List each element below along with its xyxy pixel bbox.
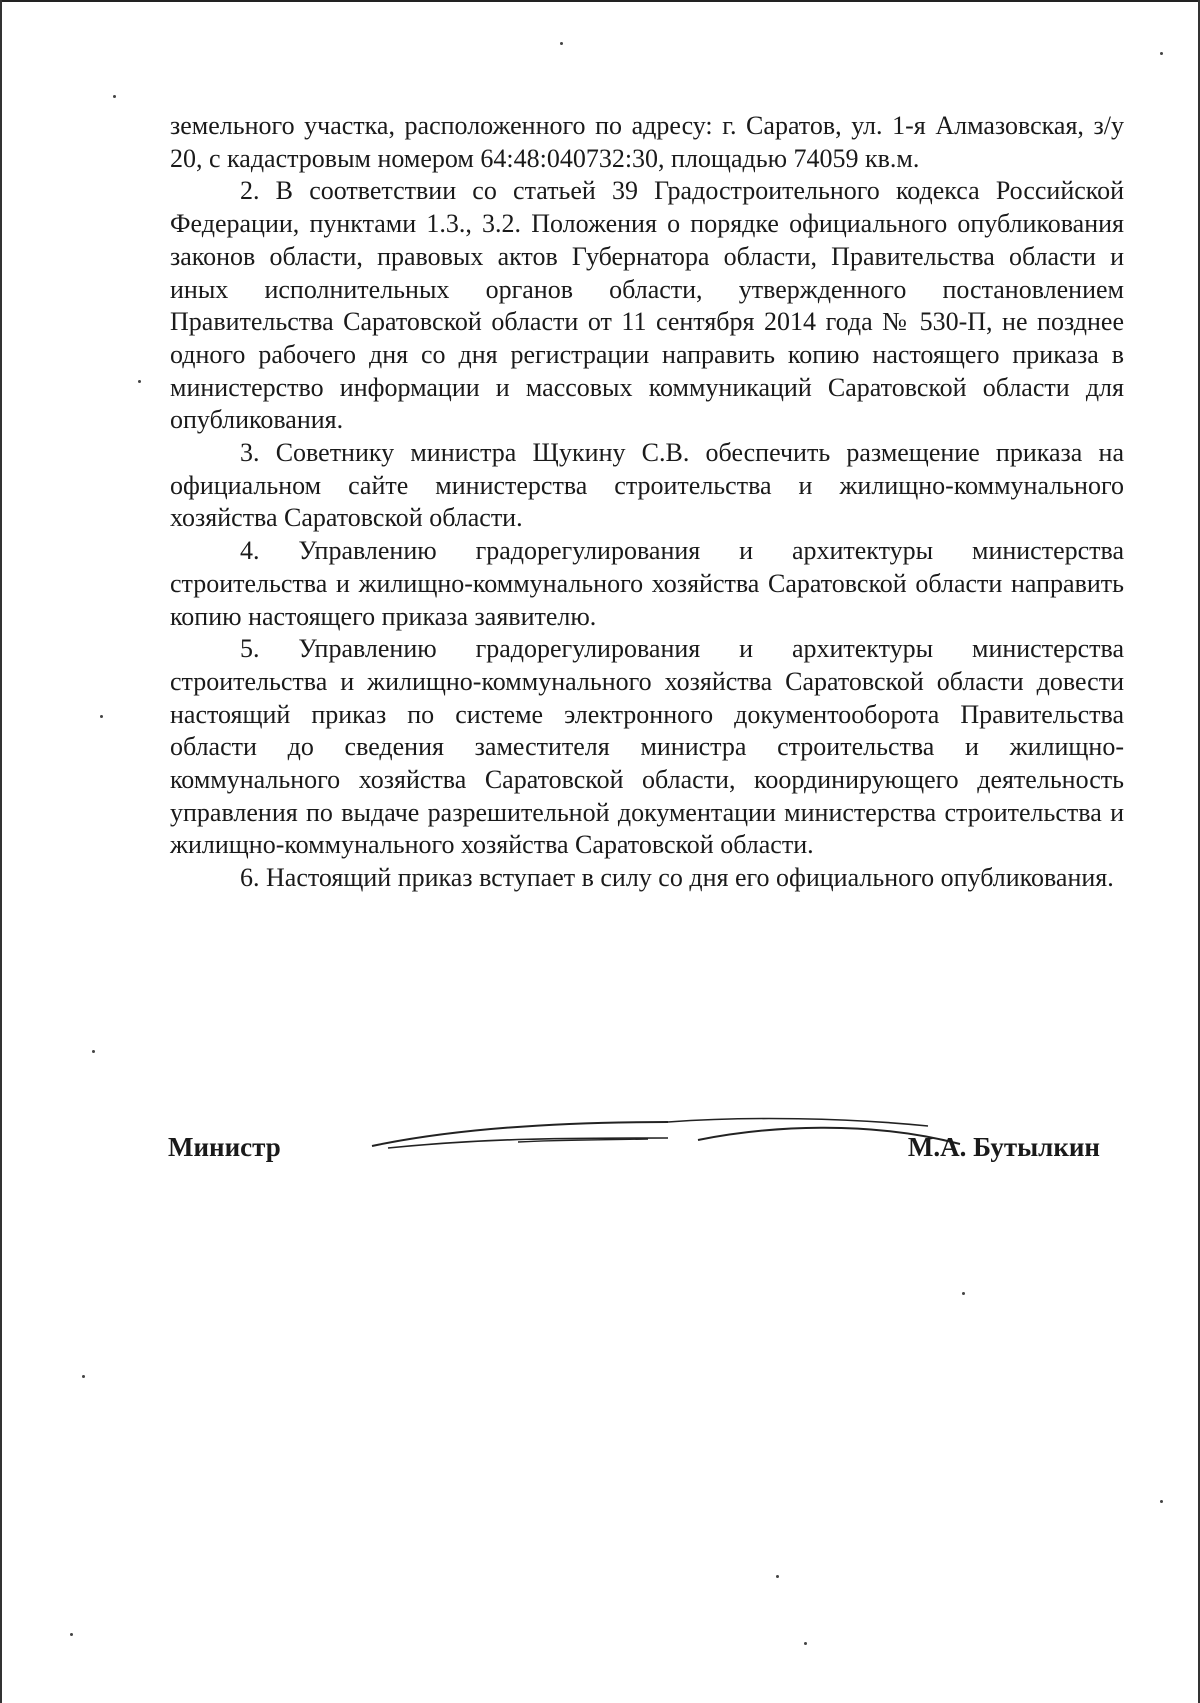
paragraph-2: 2. В соответствии со статьей 39 Градостроительного кодекса Российской Федерации, пунктами 1.3., 3.2. Положения о порядке официального опубликования законов области, правовых актов Губернатора области, Правительства области и иных исполнительных органов области, утвержденного постановлением Правительства Саратовской области от 11 сентября 2014 года № 530-П, не позднее одного рабочего дня со дня регистрации направить копию настоящего приказа в министерство информации и массовых коммуникаций Саратовской области для опубликования. — [170, 176, 1124, 435]
paragraph-4: 4. Управлению градорегулирования и архитектуры министерства строительства и жилищно-коммунального хозяйства Саратовской области направить копию настоящего приказа заявителю. — [170, 536, 1124, 631]
scan-speck — [776, 1575, 779, 1578]
scan-speck — [92, 1050, 95, 1053]
paragraph-3: 3. Советнику министра Щукину С.В. обеспечить размещение приказа на официальном сайте министерства строительства и жилищно-коммунального хозяйства Саратовской области. — [170, 438, 1124, 533]
signatory-name: М.А. Бутылкин — [907, 1132, 1100, 1162]
scan-border-left — [0, 0, 2, 1703]
scan-border-top — [0, 0, 1200, 2]
paragraph-6: 6. Настоящий приказ вступает в силу со дня его официального опубликования. — [240, 863, 1114, 893]
scan-speck — [82, 1375, 85, 1378]
order-body — [170, 110, 1124, 895]
scan-speck — [1160, 1500, 1163, 1503]
signatory-title: Министр — [168, 1132, 281, 1162]
paragraph-5: 5. Управлению градорегулирования и архитектуры министерства строительства и жилищно-коммунального хозяйства Саратовской области довести настоящий приказ по системе электронного документооборота Правительства области до сведения заместителя министра строительства и жилищно-коммунального хозяйства Саратовской области, координирующего деятельность управления по выдаче разрешительной документации министерства строительства и жилищно-коммунального хозяйства Саратовской области. — [170, 634, 1124, 860]
scan-speck — [804, 1642, 807, 1645]
scan-speck — [962, 1292, 965, 1295]
scan-speck — [138, 380, 141, 383]
signature-block — [168, 1128, 1100, 1188]
scan-speck — [70, 1633, 73, 1636]
scan-speck — [1160, 52, 1163, 55]
scan-speck — [100, 715, 103, 718]
scan-speck — [113, 95, 116, 98]
scan-speck — [560, 42, 563, 45]
paragraph-continuation: земельного участка, расположенного по адресу: г. Саратов, ул. 1-я Алмазовская, з/у 20, с кадастровым номером 64:48:040732:30, площадью 74059 кв.м. — [170, 111, 1124, 173]
